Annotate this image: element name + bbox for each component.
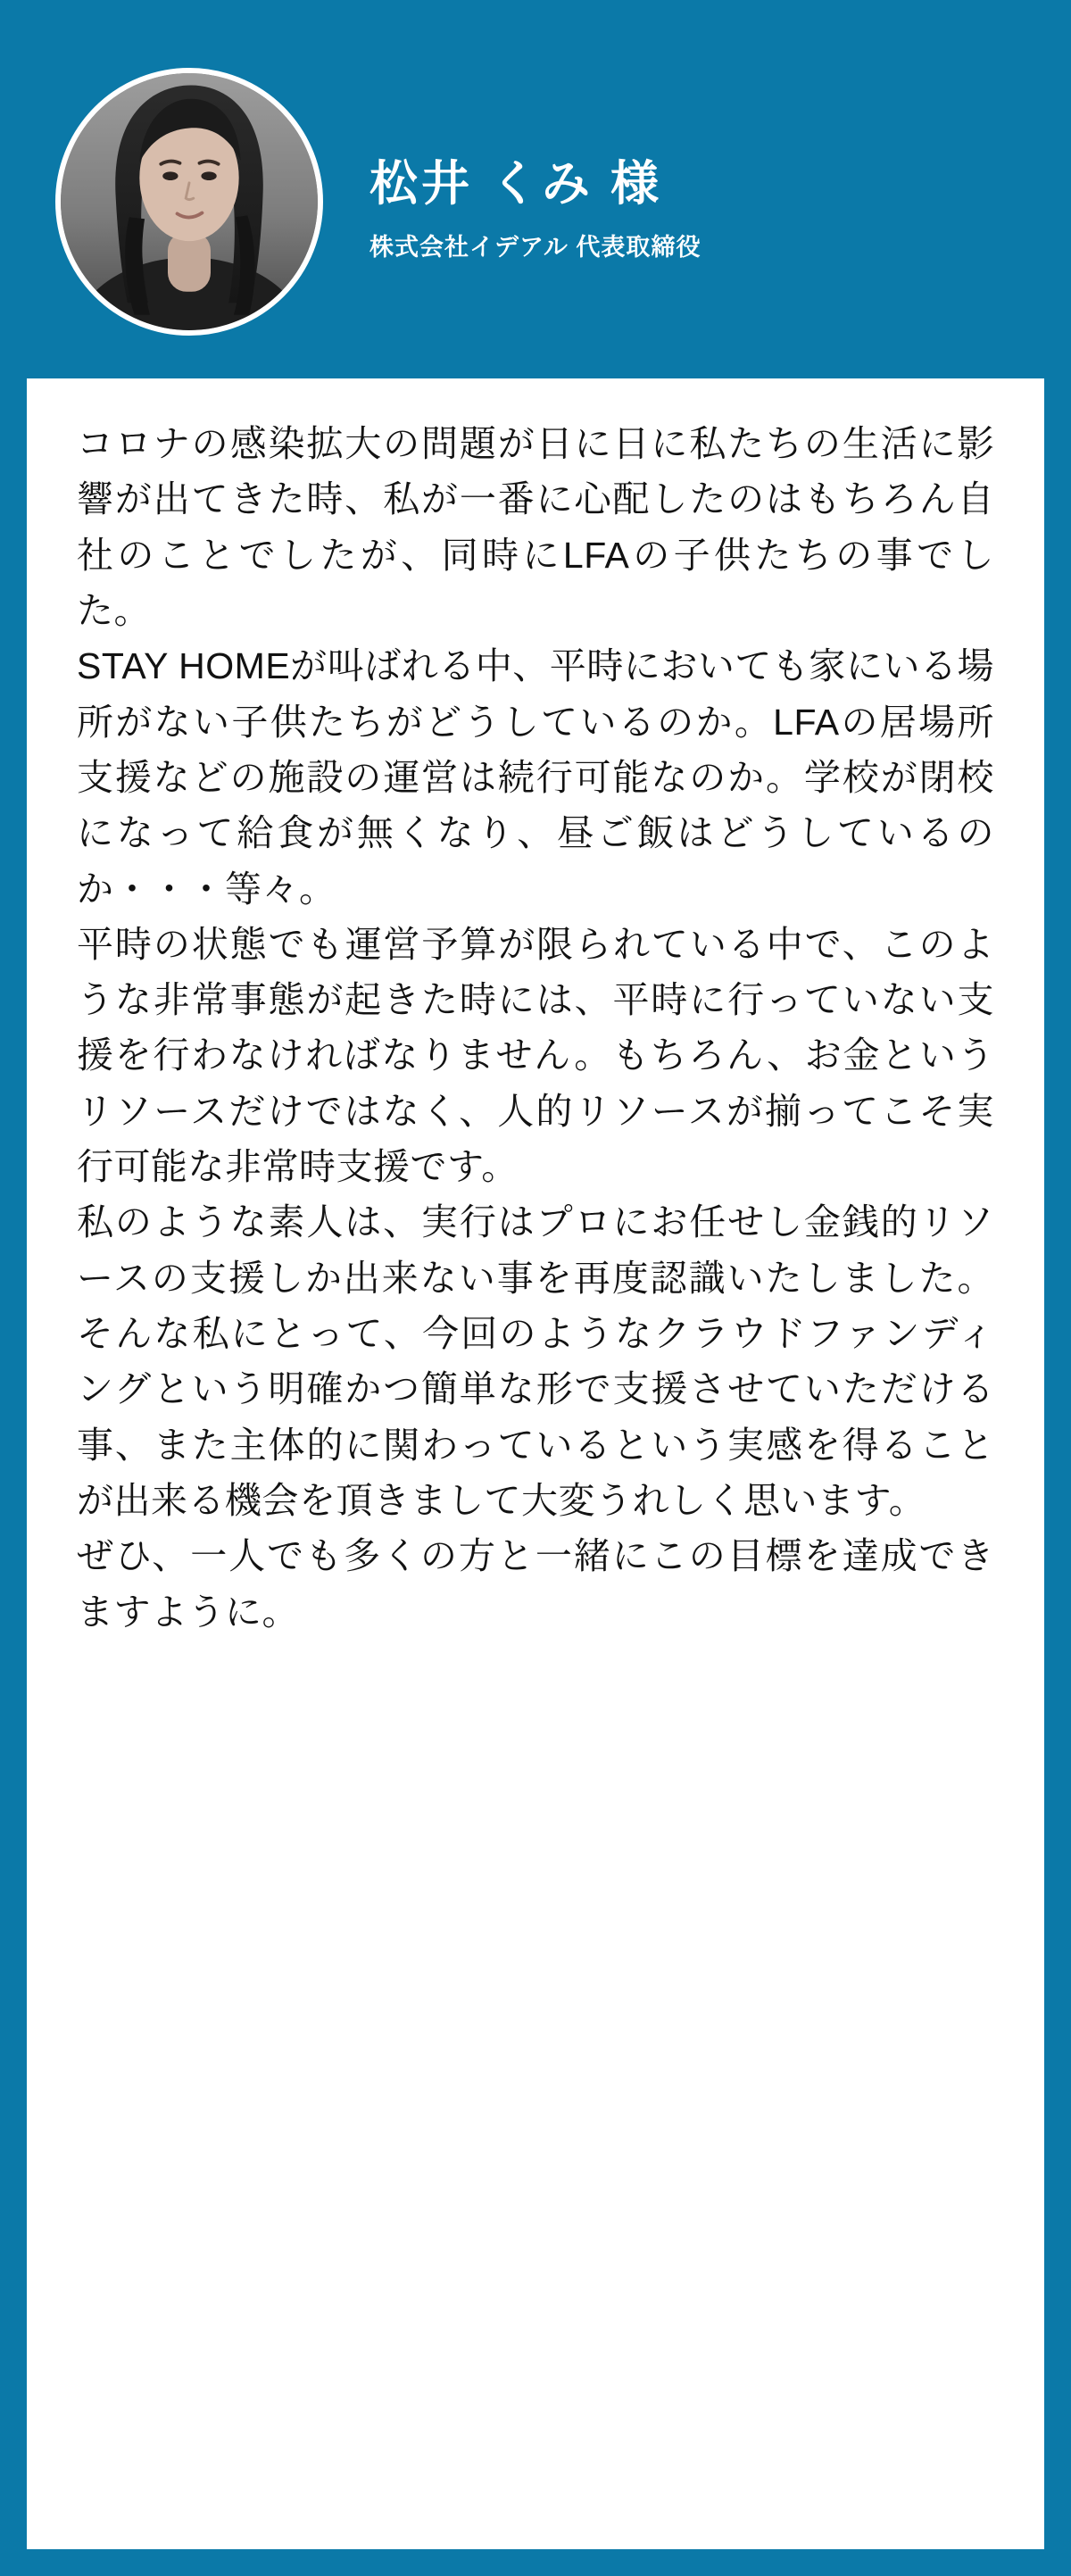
avatar-portrait-icon (61, 73, 318, 330)
person-title: 株式会社イデアル 代表取締役 (369, 234, 702, 262)
message-paragraph-5: ぜひ、一人でも多くの方と一緒にこの目標を達成できますように。 (77, 1535, 994, 1633)
profile-header (0, 0, 1071, 361)
message-paragraph-2: STAY HOMEが叫ばれる中、平時においても家にいる場所がない子供たちがどうしているのか。LFAの居場所支援などの施設の運営は続行可能なのか。学校が閉校になって給食が無くなり、昼ご飯はどうしているのか・・・等々。 (77, 645, 994, 910)
message-paragraph-1: コロナの感染拡大の問題が日に日に私たちの生活に影響が出てきた時、私が一番に心配したのはもちろん自社のことでしたが、同時にLFAの子供たちの事でした。 (77, 423, 994, 631)
avatar (55, 68, 323, 336)
profile-text-block (369, 139, 701, 264)
message-card (27, 378, 1044, 2549)
person-name: 松井 くみ 様 (369, 156, 663, 211)
message-paragraph-3: 平時の状態でも運営予算が限られている中で、このような非常事態が起きた時には、平時に行っていない支援を行わなければなりません。もちろん、お金というリソースだけではなく、人的リソースが揃ってこそ実行可能な非常時支援です。 (77, 923, 994, 1188)
message-paragraph-4: 私のような素人は、実行はプロにお任せし金銭的リソースの支援しか出来ない事を再度認識いたしました。そんな私にとって、今回のようなクラウドファンディングという明確かつ簡単な形で支援させていただける事、また主体的に関わっているという実感を得ることが出来る機会を頂きまして大変うれしく思います。 (77, 1201, 994, 1521)
